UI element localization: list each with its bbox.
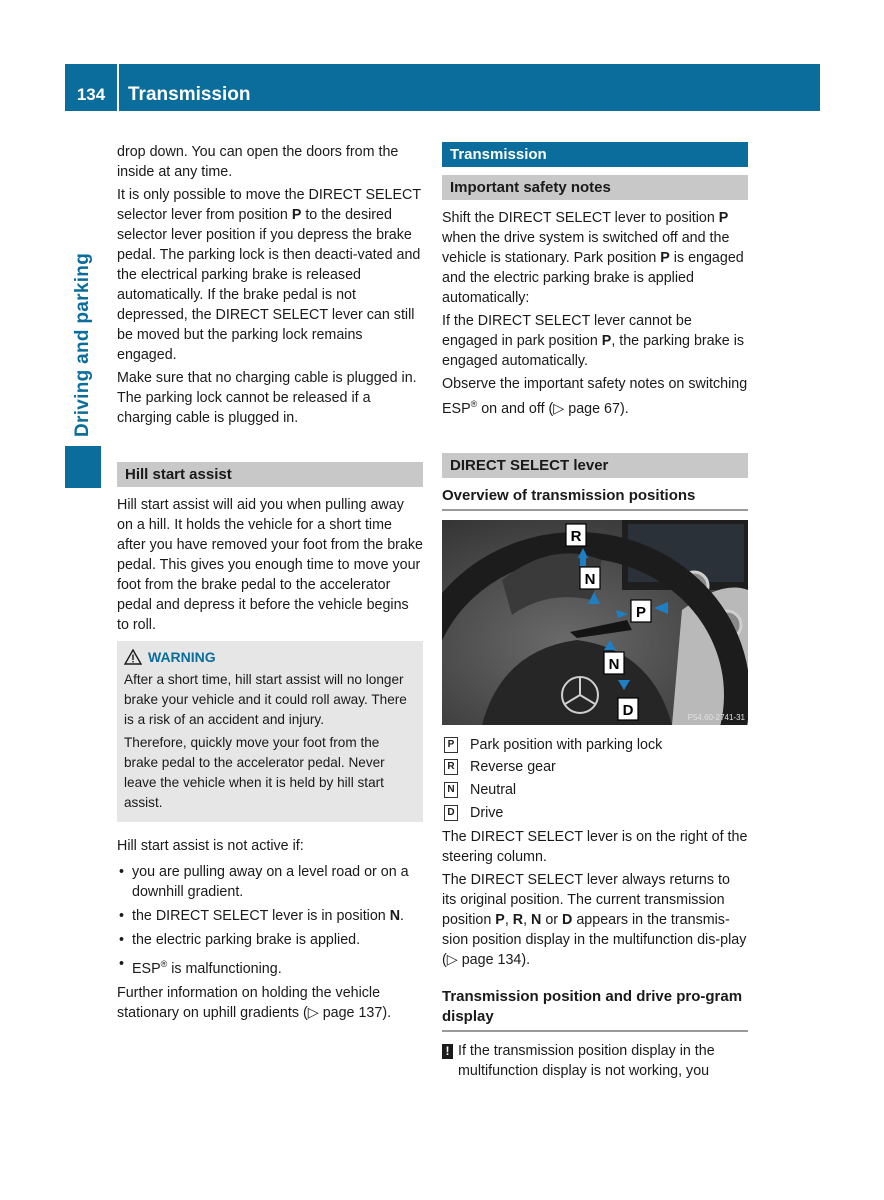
paragraph: The DIRECT SELECT lever is on the right of the steering column.	[442, 828, 748, 865]
figure-code: P54.60-2741-31	[687, 712, 745, 722]
section-heading-transmission: Transmission	[442, 142, 748, 167]
paragraph: Hill start assist will aid you when pulling away on a hill. It holds the vehicle for a short time after you have removed your foot from the brake pedal. This gives you enough time to move your foot from the brake pedal to the accelerator pedal and depress it before the vehicle begins to roll.	[117, 497, 423, 633]
legend-item	[442, 803, 748, 823]
steering-column-figure	[442, 520, 748, 725]
header-bar	[65, 64, 820, 111]
side-tab-label: Driving and parking	[72, 252, 93, 437]
list-item: • the DIRECT SELECT lever is in position N.	[117, 906, 423, 926]
list-item: • the electric parking brake is applied.	[117, 930, 423, 950]
warning-title: WARNING	[124, 647, 416, 667]
paragraph: Observe the important safety notes on switching ESP® on and off (▷ page 67).	[442, 376, 748, 417]
legend-text: Neutral	[470, 781, 517, 798]
bullet-list	[117, 862, 423, 979]
paragraph: Hill start assist is not active if:	[117, 838, 304, 854]
figure-label-p: P	[635, 603, 647, 621]
exclamation-icon: !	[442, 1044, 453, 1059]
legend-item	[442, 735, 748, 755]
legend-list	[442, 735, 748, 823]
gear-key-icon: P	[444, 737, 458, 753]
side-tab-marker	[65, 446, 101, 488]
header-separator	[117, 64, 119, 111]
list-item: • ESP® is malfunctioning.	[117, 954, 423, 979]
legend-item	[442, 780, 748, 800]
paragraph: The DIRECT SELECT lever always returns to its original position. The current transmission position P, R, N or D appears in the transmis-sion position display in the multifunction dis-play (▷ page 134).	[442, 871, 747, 968]
figure-label-n-bottom: N	[608, 655, 620, 673]
section-heading-direct-select-lever: DIRECT SELECT lever	[442, 453, 748, 478]
figure-label-n-top: N	[584, 570, 596, 588]
paragraph: Further information on holding the vehicle stationary on uphill gradients (▷ page 137).	[117, 984, 392, 1021]
gear-key-icon: N	[444, 782, 458, 798]
paragraph: It is only possible to move the DIRECT SELECT selector lever from position P to the desired selector lever position if you depress the brake pedal. The parking lock is then deacti-vated and the electrical parking brake is released automatically. If the brake pedal is not depressed, the DIRECT SELECT lever can still be moved but the parking lock remains engaged.	[117, 187, 421, 363]
legend-item	[442, 757, 748, 777]
warning-text: Therefore, quickly move your foot from the brake pedal to the accelerator pedal. Never leave the vehicle when it is held by hill start assist.	[124, 735, 385, 810]
subheading-display: Transmission position and drive pro-gram display	[442, 987, 748, 1032]
page-number: 134	[76, 85, 106, 104]
legend-text: Park position with parking lock	[470, 736, 663, 753]
paragraph: If the DIRECT SELECT lever cannot be engaged in park position P, the parking brake is engaged automatically.	[442, 313, 745, 369]
page-title: Transmission	[128, 84, 251, 105]
gear-key-icon: D	[444, 805, 458, 821]
warning-box	[117, 641, 423, 822]
section-heading-safety-notes: Important safety notes	[442, 175, 748, 200]
section-heading-hill-start-assist: Hill start assist	[117, 462, 423, 487]
paragraph: Make sure that no charging cable is plugged in. The parking lock cannot be released if a charging cable is plugged in.	[117, 370, 417, 426]
note-text: If the transmission position display in the multifunction display is not working, you	[458, 1042, 715, 1079]
list-item: • you are pulling away on a level road or on a downhill gradient.	[117, 862, 423, 902]
legend-text: Drive	[470, 804, 504, 821]
warning-triangle-icon	[124, 649, 142, 665]
right-column	[442, 142, 748, 1081]
legend-text: Reverse gear	[470, 759, 556, 776]
paragraph: Shift the DIRECT SELECT lever to position P when the drive system is switched off and the vehicle is stationary. Park position P is engaged and the electric parking brake is applied automatically:	[442, 210, 744, 306]
figure-label-d: D	[622, 701, 634, 719]
subheading-overview: Overview of transmission positions	[442, 486, 748, 511]
gear-key-icon: R	[444, 759, 458, 775]
note	[442, 1041, 748, 1081]
warning-text: After a short time, hill start assist will no longer brake your vehicle and it could roll away. There is a risk of an accident and injury.	[124, 672, 407, 727]
figure-label-r: R	[570, 527, 582, 545]
steering-wheel-illustration	[442, 520, 748, 725]
left-column	[117, 142, 423, 1026]
paragraph: drop down. You can open the doors from the inside at any time.	[117, 144, 399, 180]
